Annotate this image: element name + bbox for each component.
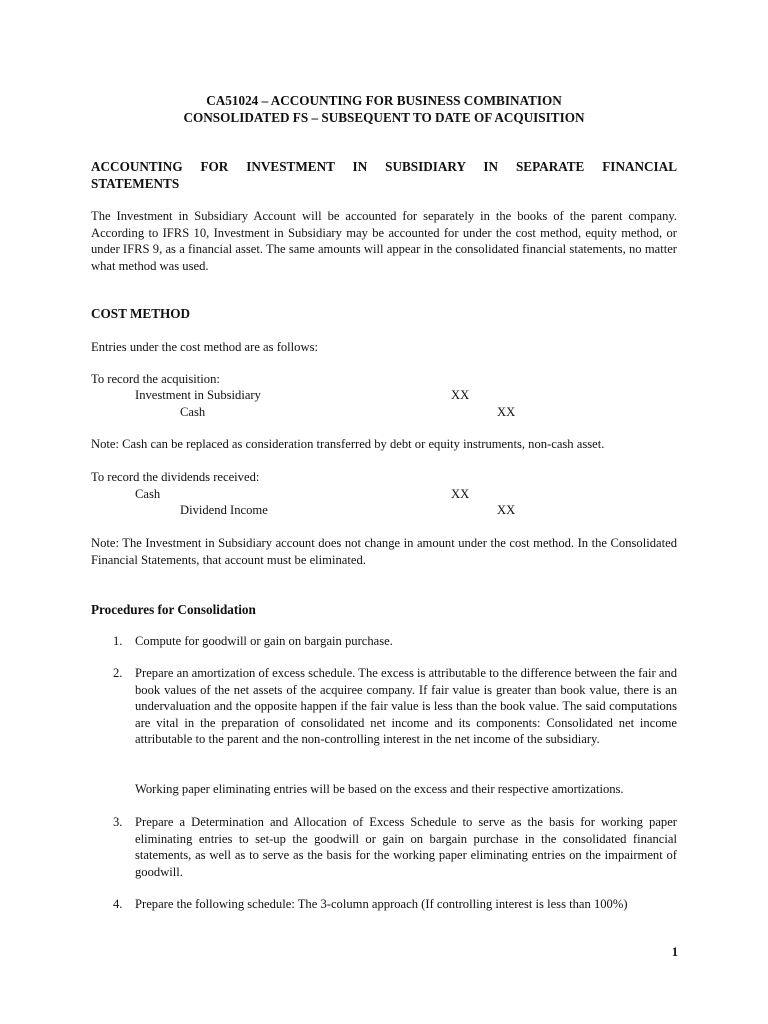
section-heading-investment: ACCOUNTING FOR INVESTMENT IN SUBSIDIARY IN SEPARATE FINANCIAL: [91, 159, 677, 174]
document-title-line2: CONSOLIDATED FS – SUBSEQUENT TO DATE OF ACQUISITION: [183, 110, 585, 125]
acquisition-debit-account: Investment in Subsidiary: [135, 388, 261, 402]
document-title-line1: CA51024 – ACCOUNTING FOR BUSINESS COMBINATION: [206, 93, 562, 108]
procedure-number-3: 3.: [113, 815, 123, 829]
acquisition-caption: To record the acquisition:: [91, 372, 220, 386]
procedure-text-4: Prepare the following schedule: The 3-column approach (If controlling interest is less than 100%): [135, 897, 628, 911]
acquisition-credit-amount: XX: [497, 405, 516, 419]
cost-method-note1: Note: Cash can be replaced as consideration transferred by debt or equity instruments, non-cash asset.: [91, 437, 605, 451]
dividends-debit-account: Cash: [135, 487, 161, 501]
dividends-credit-account: Dividend Income: [180, 503, 268, 517]
cost-method-heading: COST METHOD: [91, 306, 191, 321]
procedure-text-2: Prepare an amortization of excess schedule. The excess is attributable to the difference between the fair and book values of the net assets of the acquiree company. If fair value is greater than book value, there is an undervaluation and the opposite happen if the fair value is less than the book value. The said computations are vital in the preparation of consolidated net income and its components: Consolidated net income attributable to the parent and the non-controlling interest in the net income of the subsidiary.: [135, 666, 677, 746]
acquisition-credit-account: Cash: [180, 405, 206, 419]
dividends-credit-amount: XX: [497, 503, 516, 517]
procedure-text-3: Prepare a Determination and Allocation of Excess Schedule to serve as the basis for working paper eliminating entries to set-up the goodwill or gain on bargain purchase in the consolidated financial statements, as well as to serve as the basis for the working paper eliminating entries on the impairment of goodwill.: [135, 815, 677, 879]
dividends-caption: To record the dividends received:: [91, 470, 260, 484]
procedure-number-4: 4.: [113, 897, 123, 911]
dividends-debit-amount: XX: [451, 487, 470, 501]
cost-method-note2: Note: The Investment in Subsidiary account does not change in amount under the cost method. In the Consolidated Financial Statements, that account must be eliminated.: [91, 536, 677, 567]
procedures-heading: Procedures for Consolidation: [91, 602, 256, 617]
procedure-number-2: 2.: [113, 666, 123, 680]
procedure-number-1: 1.: [113, 634, 123, 648]
procedure-subtext-2: Working paper eliminating entries will be based on the excess and their respective amortizations.: [135, 782, 624, 796]
investment-paragraph: The Investment in Subsidiary Account will be accounted for separately in the books of the parent company. According to IFRS 10, Investment in Subsidiary may be accounted for under the cost method, equity method, or under IFRS 9, as a financial asset. The same amounts will appear in the consolidated financial statements, no matter what method was used.: [91, 209, 677, 273]
section-heading-investment-cont: STATEMENTS: [91, 176, 180, 191]
page-number: 1: [671, 945, 678, 959]
acquisition-debit-amount: XX: [451, 388, 470, 402]
procedure-text-1: Compute for goodwill or gain on bargain purchase.: [135, 634, 393, 648]
cost-method-intro: Entries under the cost method are as follows:: [91, 340, 318, 354]
